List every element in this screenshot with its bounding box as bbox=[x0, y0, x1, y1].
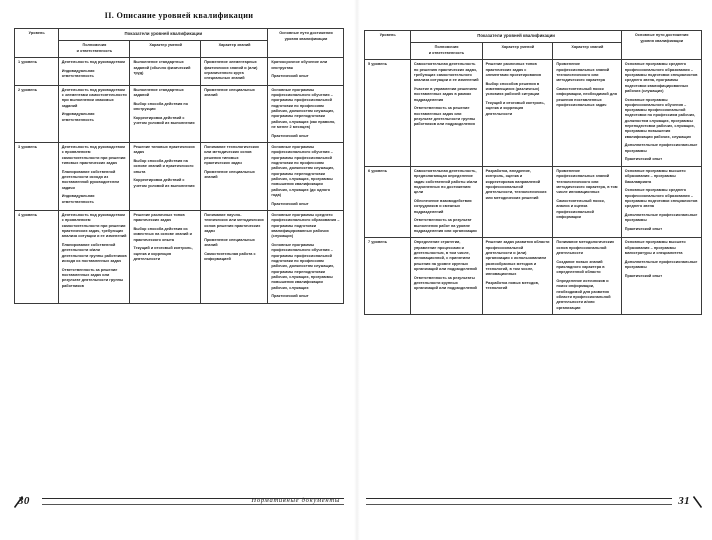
cell-paragraph: Основные программы высшего образования – программы магистратуры и специалитета bbox=[624, 240, 686, 255]
skills-cell bbox=[130, 142, 201, 210]
cell-paragraph: Понимание научно-технических или методических основ решения практических задач bbox=[204, 213, 264, 234]
cell-paragraph: Планирование собственной деятельности и/или деятельности группы работников исходя из поставленных задач bbox=[61, 243, 127, 264]
cell-paragraph: Понимание методологических основ профессиональной деятельности bbox=[556, 240, 615, 255]
footer-left bbox=[14, 492, 344, 510]
cell-paragraph: Применение специальных знаний bbox=[204, 169, 255, 180]
cell-paragraph: Практический опыт bbox=[271, 74, 309, 79]
level-cell: 1 уровень bbox=[15, 58, 59, 85]
ways-cell bbox=[268, 85, 344, 142]
table-header-left bbox=[15, 29, 344, 58]
knowledge-cell bbox=[553, 60, 621, 167]
table-row bbox=[15, 58, 344, 85]
knowledge-cell bbox=[553, 166, 621, 237]
skills-cell bbox=[130, 210, 201, 303]
header-indicators-group-right: Показатели уровней квалификации bbox=[410, 31, 621, 43]
cell-paragraph: Выбор способа действия по инструкции bbox=[133, 101, 189, 112]
cell-paragraph: Индивидуальная ответственность bbox=[61, 68, 95, 79]
table-body-right bbox=[365, 60, 702, 315]
ways-cell bbox=[268, 210, 344, 303]
qualification-table-right bbox=[364, 30, 702, 315]
cell-paragraph: Текущий и итоговый контроль, оценка и коррекция деятельности bbox=[485, 100, 545, 116]
page-title: II. Описание уровней квалификации bbox=[104, 11, 254, 20]
table-row bbox=[15, 85, 344, 142]
level-cell: 3 уровень bbox=[15, 142, 59, 210]
cell-paragraph: Решение типовых практических задач bbox=[133, 145, 195, 155]
authority-cell bbox=[410, 238, 482, 315]
header-ways-right: Основные пути достижения уровня квалификации bbox=[621, 31, 701, 60]
cell-paragraph: Основные программы среднего профессионального образования – программы подготовки квалифицированных рабочих (служащих) bbox=[271, 213, 340, 239]
cell-paragraph: Решение различных типов практических задач с элементами проектирования bbox=[485, 62, 541, 77]
cell-paragraph: Самостоятельная деятельность по решению практических задач, требующих самостоятельного анализа ситуации и ее изменений bbox=[413, 62, 479, 83]
table-body-left bbox=[15, 58, 344, 304]
header-knowledge: Характер знаний bbox=[201, 41, 268, 58]
cell-paragraph: Самостоятельный поиск, анализ и оценка профессиональной информации bbox=[556, 198, 605, 219]
cell-paragraph: Самостоятельная работа с информацией bbox=[204, 251, 256, 262]
cell-paragraph: Разработка новых методов, технологий bbox=[485, 280, 540, 291]
cell-paragraph: Деятельность под руководством с проявлением самостоятельности при решении типовых практических задач bbox=[61, 145, 126, 166]
running-head-left: Нормативные документы bbox=[251, 496, 340, 504]
cell-paragraph: Практический опыт bbox=[624, 226, 663, 231]
cell-paragraph: Индивидуальная ответственность bbox=[61, 112, 95, 122]
cell-paragraph: Решение задач развития области профессиональной деятельности и (или) организации с использованием разнообразных методов и технологий, в том числе, инновационных bbox=[485, 240, 550, 277]
header-skills-right: Характер умений bbox=[482, 43, 553, 60]
cell-paragraph: Основные программы профессионального обучения – программы профессиональной подготовки по профессиям рабочих, должностям служащих, программы переподготовки рабочих, служащих, программы повышения квалификации рабочих, служащих bbox=[271, 243, 335, 290]
cell-paragraph: Понимание технологических или методических основ решения типовых практических задач bbox=[204, 145, 259, 166]
page-number-left: 30 bbox=[18, 495, 30, 507]
skills-cell bbox=[130, 58, 201, 85]
level-cell: 7 уровень bbox=[365, 238, 411, 315]
header-skills: Характер умений bbox=[130, 41, 201, 58]
authority-cell bbox=[58, 142, 130, 210]
cell-paragraph: Основные программы профессионального обучения – программы профессиональной подготовки по профессиям рабочих, должностям служащих, программы переподготовки рабочих, служащих, программы повышения квалификации рабочих, служащих bbox=[624, 97, 696, 139]
level-cell: 5 уровень bbox=[365, 60, 411, 167]
cell-paragraph: Разработка, внедрение, контроль, оценка и корректировка направлений профессиональной деятельности, технологических или методических решений bbox=[485, 168, 547, 200]
cell-paragraph: Ответственность за результат выполнения работ на уровне подразделения или организации bbox=[413, 218, 477, 233]
cell-paragraph: Участие в управлении решением поставленных задач в рамках подразделения bbox=[413, 86, 477, 102]
knowledge-cell bbox=[553, 238, 621, 315]
knowledge-cell bbox=[201, 85, 268, 142]
table-row bbox=[365, 60, 702, 167]
ways-cell bbox=[621, 238, 701, 315]
cell-paragraph: Дополнительные профессиональные программы bbox=[624, 259, 698, 269]
authority-cell bbox=[58, 58, 130, 85]
cell-paragraph: Определение стратегии, управление процессами и деятельностью, в том числе, инновационной, с принятием решения на уровне крупных организаций или подразделений bbox=[413, 240, 477, 271]
table-header-right bbox=[365, 31, 702, 60]
cell-paragraph: Решение различных типов практических задач bbox=[133, 213, 185, 223]
cell-paragraph: Краткосрочное обучение или инструктаж bbox=[271, 60, 328, 70]
cell-paragraph: Выбор способа действия на основе знаний и практического опыта bbox=[133, 159, 194, 174]
cell-paragraph: Обеспечение взаимодействия сотрудников и смежных подразделений bbox=[413, 198, 472, 214]
cell-paragraph: Практический опыт bbox=[271, 294, 309, 299]
cell-paragraph: Деятельность под руководством с элементами самостоятельности при выполнении знакомых заданий bbox=[61, 87, 127, 108]
cell-paragraph: Ответственность за результаты деятельности крупных организаций или подразделений bbox=[413, 275, 477, 291]
cell-paragraph: Основные программы среднего профессионального образования – программы подготовки специалистов среднего звена bbox=[624, 188, 698, 209]
table-row bbox=[15, 210, 344, 303]
cell-paragraph: Создание новых знаний прикладного характера в определенной области bbox=[556, 259, 605, 275]
level-cell: 4 уровень bbox=[15, 210, 59, 303]
cell-paragraph: Применение профессиональных знаний технологического или методического характера bbox=[556, 62, 610, 83]
footer-rule-thin-right bbox=[366, 504, 672, 505]
ways-cell bbox=[268, 58, 344, 85]
cell-paragraph: Применение специальных знаний bbox=[204, 87, 255, 98]
header-level: Уровень bbox=[15, 29, 59, 58]
ways-cell bbox=[621, 60, 701, 167]
footer-rule-right bbox=[366, 498, 672, 499]
cell-paragraph: Выбор способов решения в изменяющихся (различных) условиях рабочей ситуации bbox=[485, 81, 540, 97]
cell-paragraph: Выполнение стандартных заданий bbox=[133, 87, 184, 98]
cell-paragraph: Определение источников и поиск информации, необходимой для развития области профессиональной деятельности и/или организации bbox=[556, 279, 611, 310]
header-level-right: Уровень bbox=[365, 31, 411, 60]
cell-paragraph: Дополнительные профессиональные программы bbox=[624, 143, 698, 153]
cell-paragraph: Основные программы профессионального обучения – программы профессиональной подготовки по профессиям рабочих, должностям служащих, программы переподготовки рабочих, служащих, программы повышения квалификации рабочих, служащих (до одного года) bbox=[271, 145, 335, 197]
footer-right bbox=[366, 492, 702, 510]
cell-paragraph: Текущий и итоговый контроль, оценка и коррекция деятельности bbox=[133, 246, 193, 262]
cell-paragraph: Самостоятельная деятельность, предполагающая определение задач собственной работы и/или подчиненных по достижению цели bbox=[413, 168, 478, 195]
cell-paragraph: Корректировка действий с учетом условий их выполнения bbox=[133, 178, 195, 188]
table-row bbox=[365, 238, 702, 315]
authority-cell bbox=[58, 85, 130, 142]
authority-cell bbox=[410, 166, 482, 237]
authority-cell bbox=[410, 60, 482, 167]
cell-paragraph: Самостоятельный поиск информации, необходимой для решения поставленных профессиональных задач bbox=[556, 86, 617, 107]
cell-paragraph: Основные программы профессионального обучения – программы профессиональной подготовки по профессиям рабочих, должностям служащих, программы переподготовки рабочих, служащих (как правило, не менее 2 месяцев) bbox=[271, 87, 336, 129]
ways-cell bbox=[621, 166, 701, 237]
cell-paragraph: Практический опыт bbox=[271, 133, 309, 138]
header-indicators-group: Показатели уровней квалификации bbox=[58, 29, 268, 41]
cell-paragraph: Ответственность за решение поставленных задач или результат деятельности группы работников или подразделения bbox=[413, 106, 476, 127]
level-cell: 6 уровень bbox=[365, 166, 411, 237]
cell-paragraph: Дополнительные профессиональные программы bbox=[624, 212, 698, 223]
header-authority-right: Полномочия и ответственность bbox=[410, 43, 482, 60]
table-row bbox=[15, 142, 344, 210]
skills-cell bbox=[482, 166, 553, 237]
cell-paragraph: Применение элементарных фактических знаний и (или) ограниченного круга специальных знаний bbox=[204, 60, 258, 81]
knowledge-cell bbox=[201, 142, 268, 210]
cell-paragraph: Основные программы среднего профессионального образования – программы подготовки специалистов среднего звена, программы подготовки квалифицированных рабочих (служащих) bbox=[624, 62, 698, 93]
cell-paragraph: Практический опыт bbox=[624, 157, 663, 162]
authority-cell bbox=[58, 210, 130, 303]
table-row bbox=[365, 166, 702, 237]
cell-paragraph: Индивидуальная ответственность bbox=[61, 194, 95, 204]
cell-paragraph: Корректировка действий с учетом условий их выполнения bbox=[133, 115, 195, 126]
page-corner-slash-icon-right bbox=[693, 496, 702, 508]
cell-paragraph: Выполнение стандартных заданий (обычно физический труд) bbox=[133, 60, 191, 75]
cell-paragraph: Применение специальных знаний bbox=[204, 237, 255, 248]
qualification-table-left bbox=[14, 28, 344, 304]
knowledge-cell bbox=[201, 58, 268, 85]
cell-paragraph: Основные программы высшего образования – программы бакалавриата bbox=[624, 168, 686, 184]
header-authority: Полномочия и ответственность bbox=[58, 41, 130, 58]
cell-paragraph: Практический опыт bbox=[271, 201, 309, 206]
cell-paragraph: Деятельность под руководством bbox=[61, 60, 125, 65]
cell-paragraph: Деятельность под руководством с проявлением самостоятельности при решении практических задач, требующих анализа ситуации и ее изменений bbox=[61, 213, 127, 239]
skills-cell bbox=[130, 85, 201, 142]
level-cell: 2 уровень bbox=[15, 85, 59, 142]
title-spacer bbox=[364, 0, 702, 30]
skills-cell bbox=[482, 60, 553, 167]
page-number-right: 31 bbox=[678, 495, 690, 507]
cell-paragraph: Практический опыт bbox=[624, 273, 663, 278]
cell-paragraph: Выбор способа действия из известных на основе знаний и практического опыта bbox=[133, 227, 192, 242]
header-knowledge-right: Характер знаний bbox=[553, 43, 621, 60]
header-ways: Основные пути достижения уровня квалификации bbox=[268, 29, 344, 58]
cell-paragraph: Ответственность за решение поставленных задач или результат деятельности группы работников bbox=[61, 267, 124, 288]
skills-cell bbox=[482, 238, 553, 315]
cell-paragraph: Применение профессиональных знаний технологического или методического характера, в том числе инновационных bbox=[556, 168, 618, 195]
cell-paragraph: Планирование собственной деятельности исходя из поставленной руководителем задачи bbox=[61, 169, 120, 190]
knowledge-cell bbox=[201, 210, 268, 303]
ways-cell bbox=[268, 142, 344, 210]
footer-rule-thin bbox=[42, 504, 344, 505]
page-right bbox=[356, 0, 712, 540]
